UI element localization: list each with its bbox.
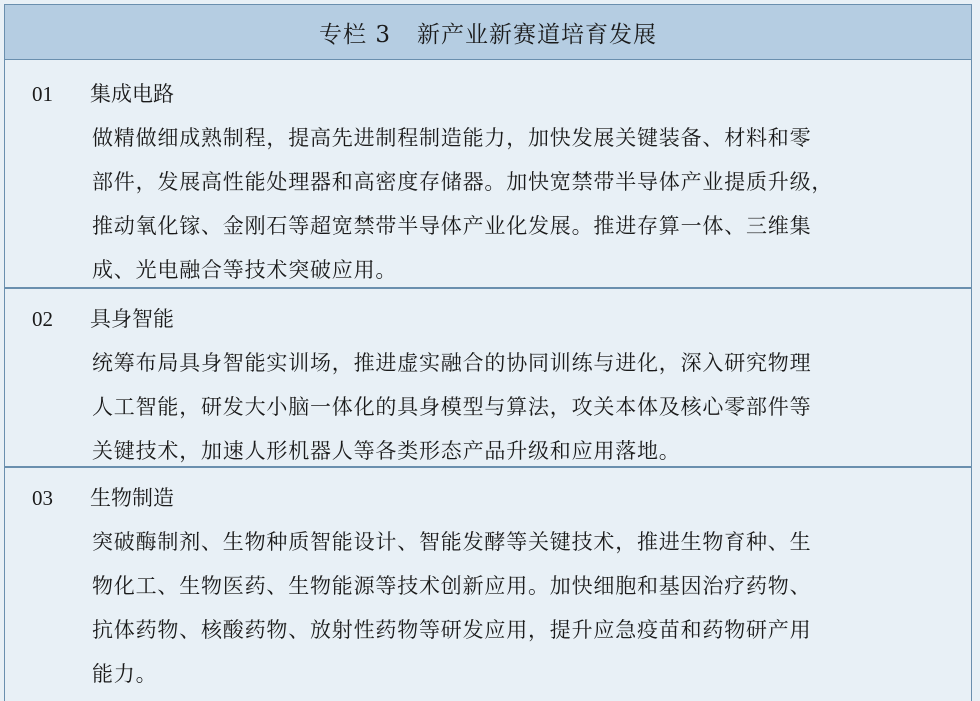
paragraph-line: 能力。: [92, 662, 158, 686]
section-number: 03: [32, 486, 53, 510]
section-heading: [32, 303, 174, 333]
paragraph-line: 推动氧化镓、金刚石等超宽禁带半导体产业化发展。推进存算一体、三维集: [92, 214, 812, 238]
section-title: 具身智能: [90, 307, 174, 331]
section-bio-manufacturing: [4, 468, 972, 701]
section-embodied-intelligence: [4, 289, 972, 466]
column-header: [4, 4, 972, 60]
column-title: 新产业新赛道培育发展: [416, 21, 657, 48]
column-label: 专栏 3: [319, 21, 391, 48]
section-number: 01: [32, 82, 53, 106]
paragraph-line: 成、光电融合等技术突破应用。: [92, 258, 398, 282]
paragraph-line: 关键技术，加速人形机器人等各类形态产品升级和应用落地。: [92, 439, 681, 463]
section-heading: [32, 482, 174, 512]
paragraph-line: 物化工、生物医药、生物能源等技术创新应用。加快细胞和基因治疗药物、: [92, 574, 812, 598]
section-number: 02: [32, 307, 53, 331]
paragraph-line: 抗体药物、核酸药物、放射性药物等研发应用，提升应急疫苗和药物研产用: [92, 618, 812, 642]
section-title: 集成电路: [90, 82, 174, 106]
paragraph-line: 统筹布局具身智能实训场，推进虚实融合的协同训练与进化，深入研究物理: [92, 351, 812, 375]
section-title: 生物制造: [90, 486, 174, 510]
paragraph-line: 人工智能，研发大小脑一体化的具身模型与算法，攻关本体及核心零部件等: [92, 395, 812, 419]
paragraph-line: 部件，发展高性能处理器和高密度存储器。加快宽禁带半导体产业提质升级，: [92, 170, 834, 194]
paragraph-line: 突破酶制剂、生物种质智能设计、智能发酵等关键技术，推进生物育种、生: [92, 530, 812, 554]
section-integrated-circuits: [4, 60, 972, 288]
section-heading: [32, 78, 174, 108]
paragraph-line: 做精做细成熟制程，提高先进制程制造能力，加快发展关键装备、材料和零: [92, 126, 812, 150]
